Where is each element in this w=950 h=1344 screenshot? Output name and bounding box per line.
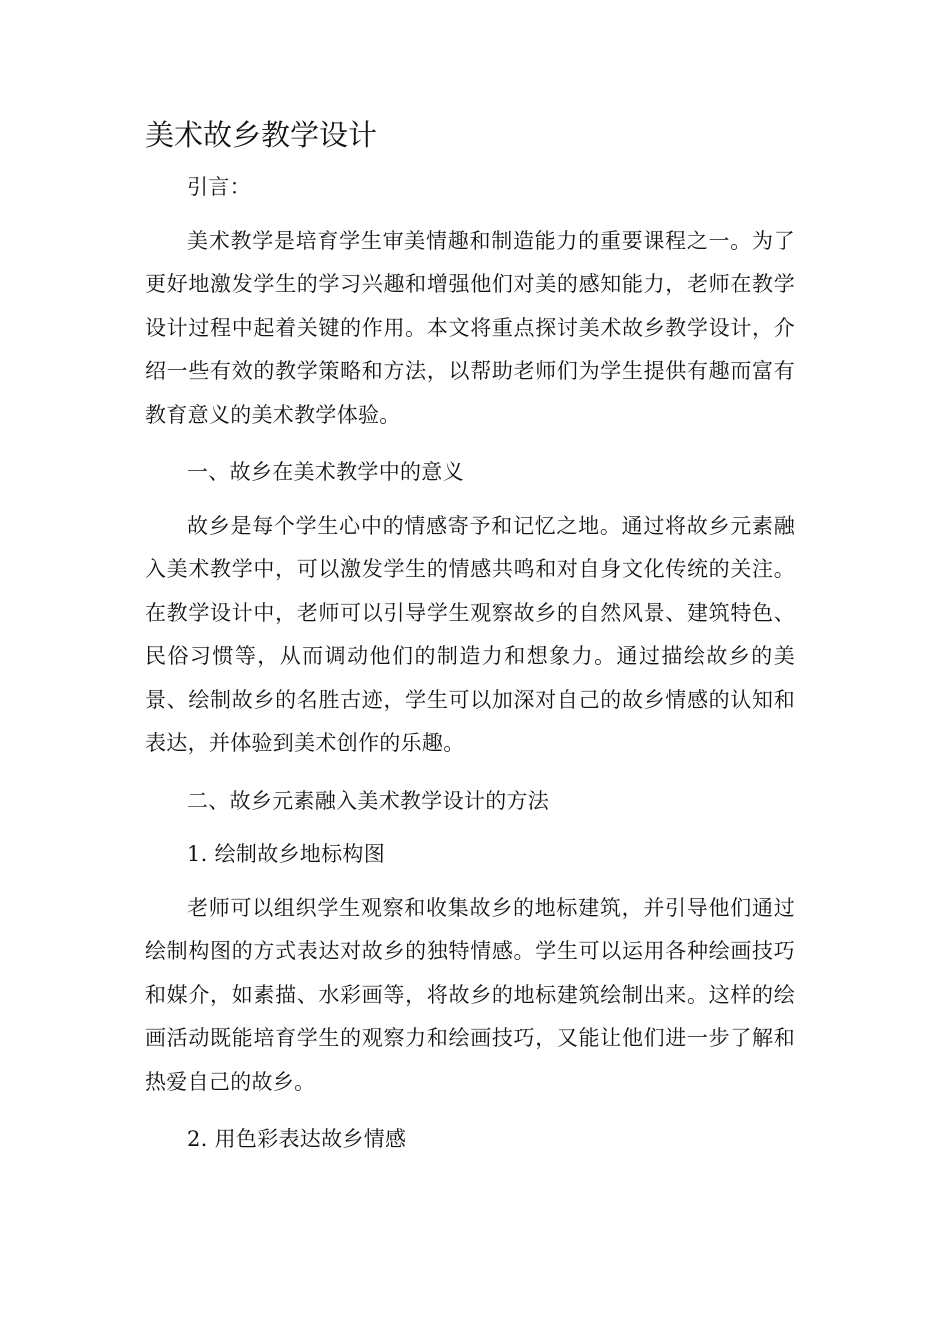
section-two-heading: 二、故乡元素融入美术教学设计的方法: [187, 788, 550, 813]
section-one-heading: 一、故乡在美术教学中的意义: [187, 460, 464, 484]
subsection-two-heading: 2. 用色彩表达故乡情感: [187, 1127, 407, 1151]
section-one-paragraph: 故乡是每个学生心中的情感寄予和记忆之地。通过将故乡元素融入美术教学中，可以激发学生的情感共鸣和对自身文化传统的关注。在教学设计中，老师可以引导学生观察故乡的自然风景、建筑特色、民俗习惯等，从而调动他们的制造力和想象力。通过描绘故乡的美景、绘制故乡的名胜古迹，学生可以加深对自己的故乡情感的认知和表达，并体验到美术创作的乐趣。: [145, 513, 795, 755]
document-title: 美术故乡教学设计: [145, 118, 378, 152]
intro-paragraph: 美术教学是培育学生审美情趣和制造能力的重要课程之一。为了更好地激发学生的学习兴趣和增强他们对美的感知能力，老师在教学设计过程中起着关键的作用。本文将重点探讨美术故乡教学设计，介绍一些有效的教学策略和方法，以帮助老师们为学生提供有趣而富有教育意义的美术教学体验。: [145, 228, 795, 427]
intro-heading: 引言：: [187, 175, 251, 199]
document-body: [145, 112, 795, 1172]
subsection-one-paragraph: 老师可以组织学生观察和收集故乡的地标建筑，并引导他们通过绘制构图的方式表达对故乡的独特情感。学生可以运用各种绘画技巧和媒介，如素描、水彩画等，将故乡的地标建筑绘制出来。这样的绘画活动既能培育学生的观察力和绘画技巧，又能让他们进一步了解和热爱自己的故乡。: [145, 895, 795, 1094]
subsection-one-heading: 1. 绘制故乡地标构图: [187, 842, 386, 866]
